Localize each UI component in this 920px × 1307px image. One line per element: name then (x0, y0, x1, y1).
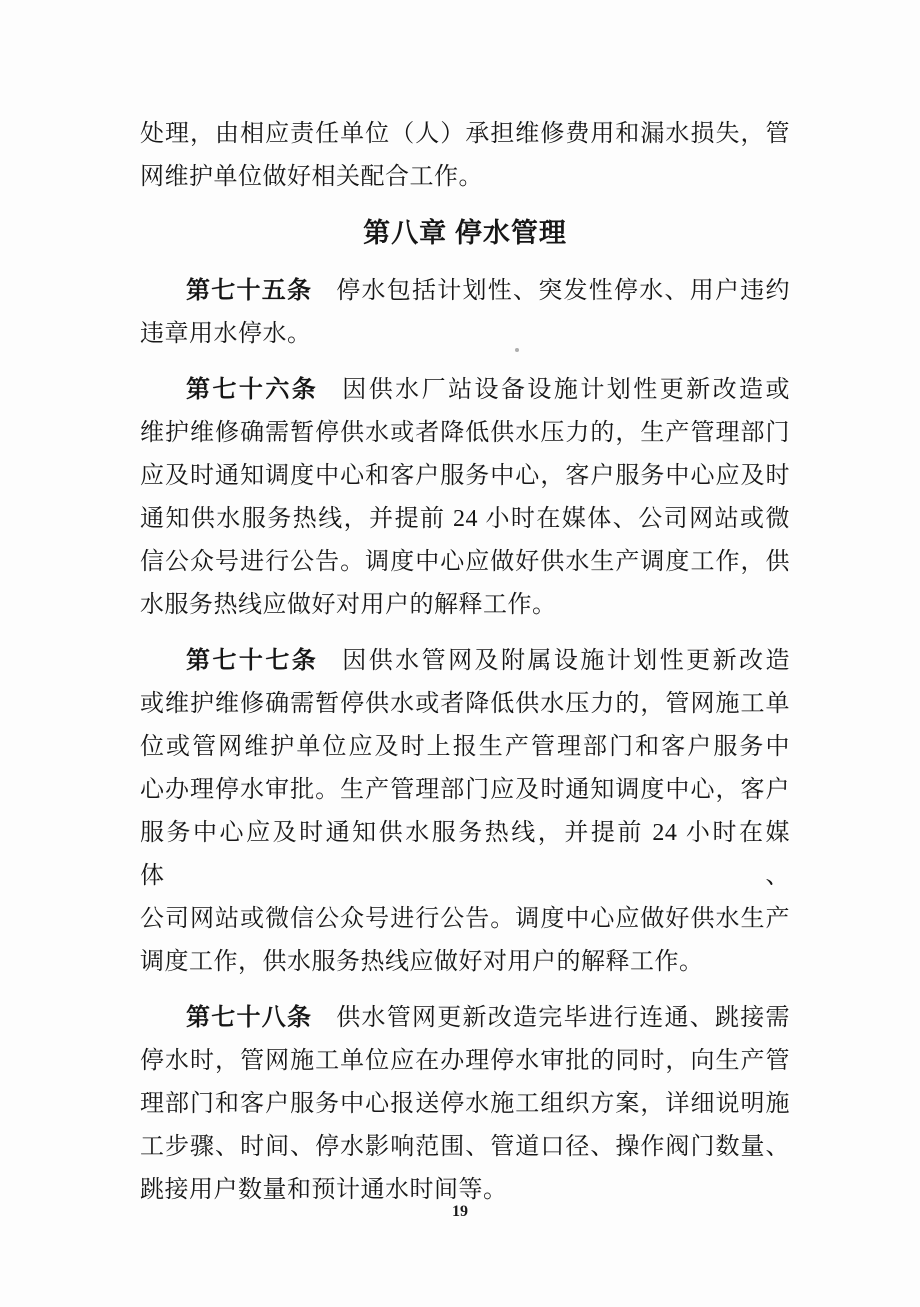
article-number: 第七十七条 (186, 648, 319, 674)
text-line (140, 898, 790, 941)
text-line (140, 369, 790, 412)
text-line (140, 1126, 790, 1169)
text-segment: 停水时，管网施工单位应在办理停水审批的同时，向生产管 (140, 1048, 790, 1074)
text-segment: 应及时通知调度中心和客户服务中心，客户服务中心应及时 (140, 463, 790, 489)
text-segment: 供水管网更新改造完毕进行连通、跳接需 (336, 1005, 790, 1031)
article-number: 第七十八条 (186, 1005, 313, 1031)
text-segment: 公司网站或微信公众号进行公告。调度中心应做好供水生产 (140, 906, 790, 932)
text-segment: 调度工作，供水服务热线应做好对用户的解释工作。 (140, 949, 704, 975)
text-line (140, 1083, 790, 1126)
text-line (140, 541, 790, 584)
text-segment: 通知供水服务热线，并提前 24 小时在媒体、公司网站或微 (140, 506, 790, 532)
text-line (140, 412, 790, 455)
text-segment: 理部门和客户服务中心报送停水施工组织方案，详细说明施 (140, 1091, 790, 1117)
text-segment: 服务中心应及时通知供水服务热线，并提前 24 小时在媒体、 (140, 820, 790, 889)
text-line (140, 584, 790, 627)
text-line (140, 313, 790, 356)
text-line (140, 812, 790, 898)
text-segment: 心办理停水审批。生产管理部门应及时通知调度中心，客户 (140, 777, 790, 803)
text-line (140, 640, 790, 683)
text-segment: 停水包括计划性、突发性停水、用户违约 (336, 278, 790, 304)
text-segment: 因供水管网及附属设施计划性更新改造 (342, 648, 791, 674)
text-segment: 水服务热线应做好对用户的解释工作。 (140, 592, 557, 618)
text-line (140, 113, 790, 156)
text-line (140, 156, 790, 199)
text-line (140, 498, 790, 541)
text-segment: 跳接用户数量和预计通水时间等。 (140, 1177, 508, 1203)
text-segment: 网维护单位做好相关配合工作。 (140, 164, 483, 190)
text-segment: 工步骤、时间、停水影响范围、管道口径、操作阀门数量、 (140, 1134, 790, 1160)
chapter-heading: 第八章 停水管理 (363, 218, 567, 248)
page-number: 19 (452, 1203, 468, 1220)
article-number: 第七十五条 (186, 278, 313, 304)
text-line (140, 726, 790, 769)
text-segment: 处理，由相应责任单位（人）承担维修费用和漏水损失，管 (140, 121, 790, 147)
text-segment: 维护维修确需暂停供水或者降低供水压力的，生产管理部门 (140, 420, 790, 446)
document-content (140, 113, 790, 1212)
text-line (140, 683, 790, 726)
text-line (140, 997, 790, 1040)
text-line (140, 1040, 790, 1083)
article-number: 第七十六条 (186, 377, 319, 403)
text-segment: 或维护维修确需暂停供水或者降低供水压力的，管网施工单 (140, 691, 790, 717)
text-segment: 因供水厂站设备设施计划性更新改造或 (342, 377, 791, 403)
text-line (140, 455, 790, 498)
text-segment: 位或管网维护单位应及时上报生产管理部门和客户服务中 (140, 734, 790, 760)
scan-artifact-dot (515, 348, 519, 352)
text-segment: 违章用水停水。 (140, 321, 312, 347)
text-line (140, 769, 790, 812)
text-line (140, 941, 790, 984)
text-segment: 信公众号进行公告。调度中心应做好供水生产调度工作，供 (140, 549, 790, 575)
text-line (140, 270, 790, 313)
